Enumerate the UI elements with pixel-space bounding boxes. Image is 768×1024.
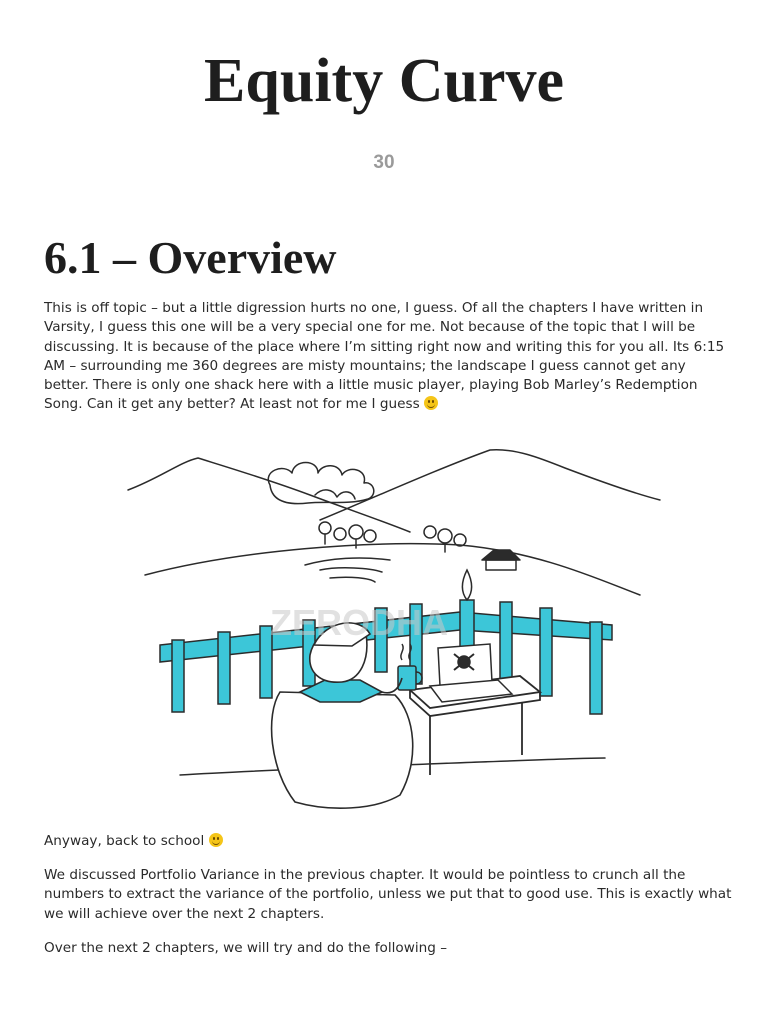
transition-paragraph (44, 832, 734, 851)
horizon-ridge (145, 544, 640, 595)
blush-emoji-icon (209, 833, 223, 847)
zerodha-watermark: ZERODHA (270, 602, 448, 643)
intro-paragraph (44, 299, 734, 415)
body-paragraph: We discussed Portfolio Variance in the previous chapter. It would be pointless to crunch all the numbers to extract the variance of the portfolio, unless we put that to good use. This is exactly what we will achieve over the next 2 chapters. (44, 867, 732, 922)
intro-paragraph-text: This is off topic – but a little digression hurts no one, I guess. Of all the chapters I have written in Varsity, I guess this one will be a very special one for me. Not because of the topic that I will be discussing. It is because of the place where I’m sitting right now and writing this for you all. Its 6:15 AM – surrounding me 360 degrees are misty mountains; the landscape I guess cannot get any better. There is only one shack here with a little music player, playing Bob Marley’s Redemption Song. Can it get any better? At least not for me I guess (44, 300, 725, 413)
mountain-left (128, 458, 410, 532)
post-finial (462, 570, 471, 600)
cloud-cluster (268, 463, 374, 504)
smile-emoji-icon (424, 396, 438, 410)
person (272, 623, 413, 808)
lead-in-paragraph: Over the next 2 chapters, we will try and do the following – (44, 940, 447, 956)
hilltop-illustration (120, 440, 665, 820)
tree-group-right (424, 526, 466, 552)
section-heading: 6.1 – Overview (44, 232, 337, 283)
transition-paragraph-text: Anyway, back to school (44, 833, 205, 849)
chapter-number: 30 (373, 152, 395, 173)
chapter-title: Equity Curve (204, 47, 564, 115)
